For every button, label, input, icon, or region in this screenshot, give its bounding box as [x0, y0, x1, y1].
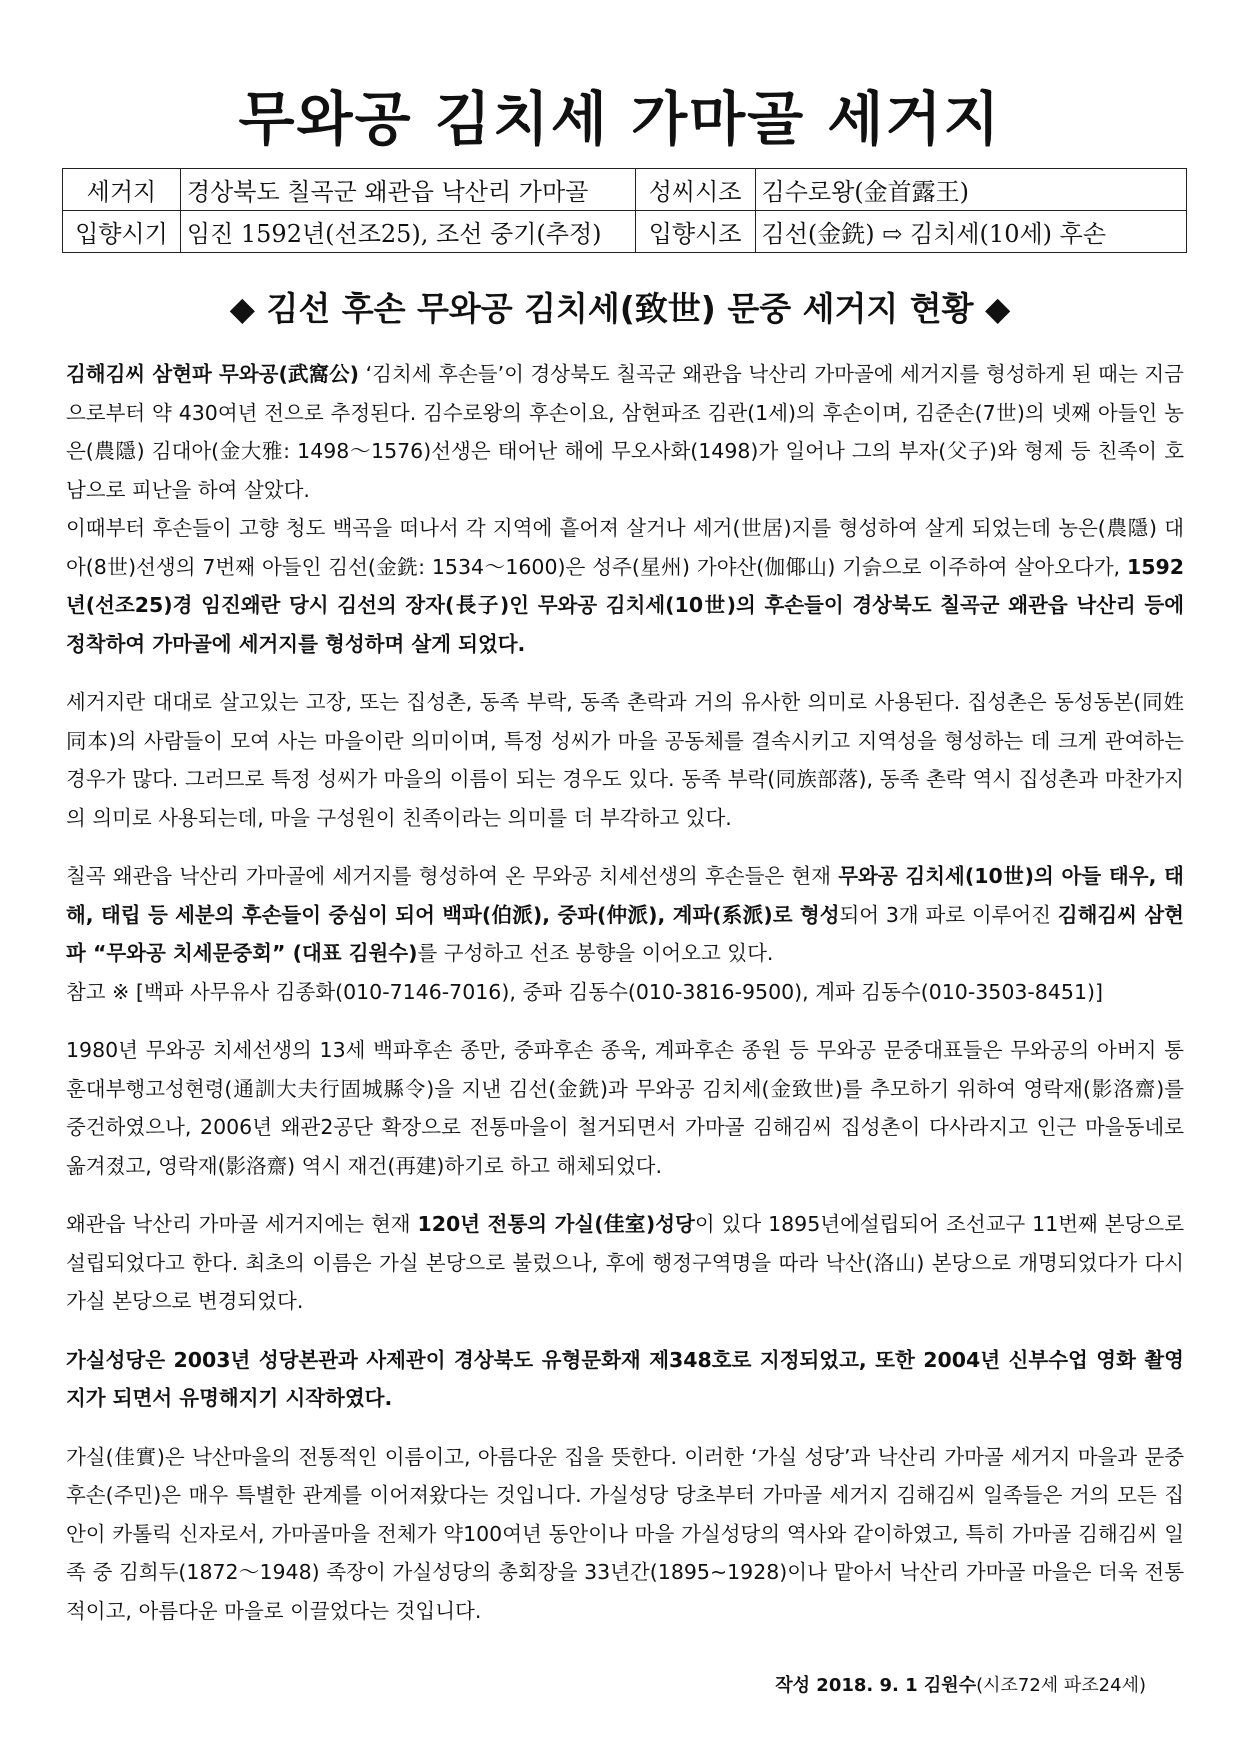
- signature-note: (시조72세 파조24세): [976, 1675, 1146, 1696]
- paragraph-4: [66, 857, 1184, 973]
- info-table: [62, 168, 1187, 253]
- signature-date-author: 작성 2018. 9. 1 김원수: [775, 1675, 977, 1696]
- table-label-settle-founder: 입향시조: [635, 211, 755, 253]
- paragraph-6: [66, 1205, 1184, 1321]
- table-value-settle-period: 임진 1592년(선조25), 조선 중기(추정): [180, 211, 635, 253]
- table-value-settle-founder: 김선(金銑) ⇨ 김치세(10세) 후손: [755, 211, 1186, 253]
- table-value-location: 경상북도 칠곡군 왜관읍 낙산리 가마골: [180, 169, 635, 211]
- paragraph-4-bold-2: 김해김씨 삼현파 “무와공 치세문중회” (대표 김원수): [66, 902, 1184, 965]
- paragraph-8: 가실(佳實)은 낙산마을의 전통적인 이름이고, 아름다운 집을 뜻한다. 이러한 ‘가실 성당’과 낙산리 가마골 세거지 마을과 문중후손(주민)은 매우 특별한 관계를 이어져왔다는 것입니다. 가실성당 당초부터 가마골 세거지 김해김씨 일족들은 거의 모든 집안이 카톨릭 신자로서, 가마골마을 전체가 약100여년 동안이나 마을 가실성당의 역사와 같이하였고, 특히 가마골 김해김씨 일족 중 김희두(1872～1948) 족장이 가실성당의 총회장을 33년간(1895~1928)이나 맡아서 낙산리 가마골 마을은 더욱 전통적이고, 아름다운 마을로 이끌었다는 것입니다.: [66, 1444, 1184, 1623]
- paragraph-6-bold: 120년 전통의 가실(佳室)성당: [417, 1212, 695, 1236]
- paragraph-1: [66, 355, 1184, 509]
- section-heading: ◆ 김선 후손 무와공 김치세(致世) 문중 세거지 현황 ◆: [229, 289, 1011, 328]
- paragraph-1-text: ‘김치세 후손들’이 경상북도 칠곡군 왜관읍 낙산리 가마골에 세거지를 형성하게 된 때는 지금으로부터 약 430여년 전으로 추정된다. 김수로왕의 후손이요, 삼현파조 김관(1세)의 후손이며, 김준손(7世)의 넷째 아들인 농은(農隱) 김대아(金大雅: 1498～1576)선생은 태어난 해에 무오사화(1498)가 일어나 그의 부자(父子)와 형제 등 친족이 호남으로 피난을 하여 살았다.: [66, 362, 1184, 502]
- paragraph-4-bold: 무와공 김치세(10世)의 아들 태우, 태해, 태립 등 세분의 후손들이 중심이 되어 백파(伯派), 중파(仲派), 계파(系派)로 형성: [66, 864, 1184, 927]
- paragraph-2: [66, 509, 1184, 663]
- page-title: 무와공 김치세 가마골 세거지: [238, 85, 1002, 153]
- reference-contacts: 참고 ※ [백파 사무유사 김종화(010-7146-7016), 중파 김동수(010-3816-9500), 계파 김동수(010-3503-8451)]: [66, 979, 1103, 1004]
- table-label-settle-period: 입향시기: [63, 211, 181, 253]
- paragraph-4-text-3: 를 구성하고 선조 봉향을 이어오고 있다.: [417, 941, 774, 965]
- paragraph-1-bold: 김해김씨 삼현파 무와공(武窩公): [66, 362, 360, 386]
- paragraph-5: 1980년 무와공 치세선생의 13세 백파후손 종만, 중파후손 종욱, 계파후손 종원 등 무와공 문중대표들은 무와공의 아버지 통훈대부행고성현령(通訓大夫行固城縣令)을 지낸 김선(金銑)과 무와공 김치세(金致世)를 추모하기 위하여 영락재(影洛齋)를 중건하였으나, 2006년 왜관2공단 확장으로 전통마을이 철거되면서 가마골 김해김씨 집성촌이 다사라지고 인근 마을동네로 옮겨졌고, 영락재(影洛齋) 역시 재건(再建)하기로 하고 해체되었다.: [66, 1038, 1184, 1178]
- table-value-founder: 김수로왕(金首露王): [755, 169, 1186, 211]
- paragraph-6-text-2: 이 있다 1895년에설립되어 조선교구 11번째 본당으로 설립되었다고 한다. 최초의 이름은 가실 본당으로 불렀으나, 후에 행정구역명을 따라 낙산(洛山) 본당으로 개명되었다가 다시 가실 본당으로 변경되었다.: [66, 1212, 1184, 1313]
- paragraph-3: 세거지란 대대로 살고있는 고장, 또는 집성촌, 동족 부락, 동족 촌락과 거의 유사한 의미로 사용된다. 집성촌은 동성동본(同姓同本)의 사람들이 모여 사는 마을이란 의미이며, 특정 성씨가 마을 공동체를 결속시키고 지역성을 형성하는 데 크게 관여하는 경우가 많다. 그러므로 특정 성씨가 마을의 이름이 되는 경우도 있다. 동족 부락(同族部落), 동족 촌락 역시 집성촌과 마찬가지의 의미로 사용되는데, 마을 구성원이 친족이라는 의미를 더 부각하고 있다.: [66, 690, 1184, 830]
- paragraph-7: [66, 1341, 1184, 1418]
- table-row: [63, 211, 1187, 253]
- paragraph-2-text: 이때부터 후손들이 고향 청도 백곡을 떠나서 각 지역에 흩어져 살거나 세거(世居)지를 형성하여 살게 되었는데 농은(農隱) 대아(8世)선생의 7번째 아들인 김선(金銑: 1534～1600)은 성주(星州) 가야산(伽倻山) 기슭으로 이주하여 살아오다가,: [66, 516, 1184, 579]
- table-label-location: 세거지: [63, 169, 181, 211]
- paragraph-4-text-2: 되어 3개 파로 이루어진: [839, 902, 1058, 927]
- body-text: [66, 355, 1184, 1650]
- table-row: [63, 169, 1187, 211]
- paragraph-4-text: 칠곡 왜관읍 낙산리 가마골에 세거지를 형성하여 온 무와공 치세선생의 후손들은 현재: [66, 864, 839, 888]
- paragraph-2-bold: 1592년(선조25)경 임진왜란 당시 김선의 장자(長子)인 무와공 김치세(10世)의 후손들이 경상북도 칠곡군 왜관읍 낙산리 등에 정착하여 가마골에 세거지를 형성하며 살게 되었다.: [66, 554, 1184, 656]
- author-signature: [775, 1671, 1146, 1697]
- paragraph-7-bold: 가실성당은 2003년 성당본관과 사제관이 경상북도 유형문화재 제348호로 지정되었고, 또한 2004년 신부수업 영화 촬영지가 되면서 유명해지기 시작하였다.: [66, 1347, 1184, 1410]
- table-label-founder: 성씨시조: [635, 169, 755, 211]
- paragraph-6-text: 왜관읍 낙산리 가마골 세거지에는 현재: [66, 1212, 418, 1236]
